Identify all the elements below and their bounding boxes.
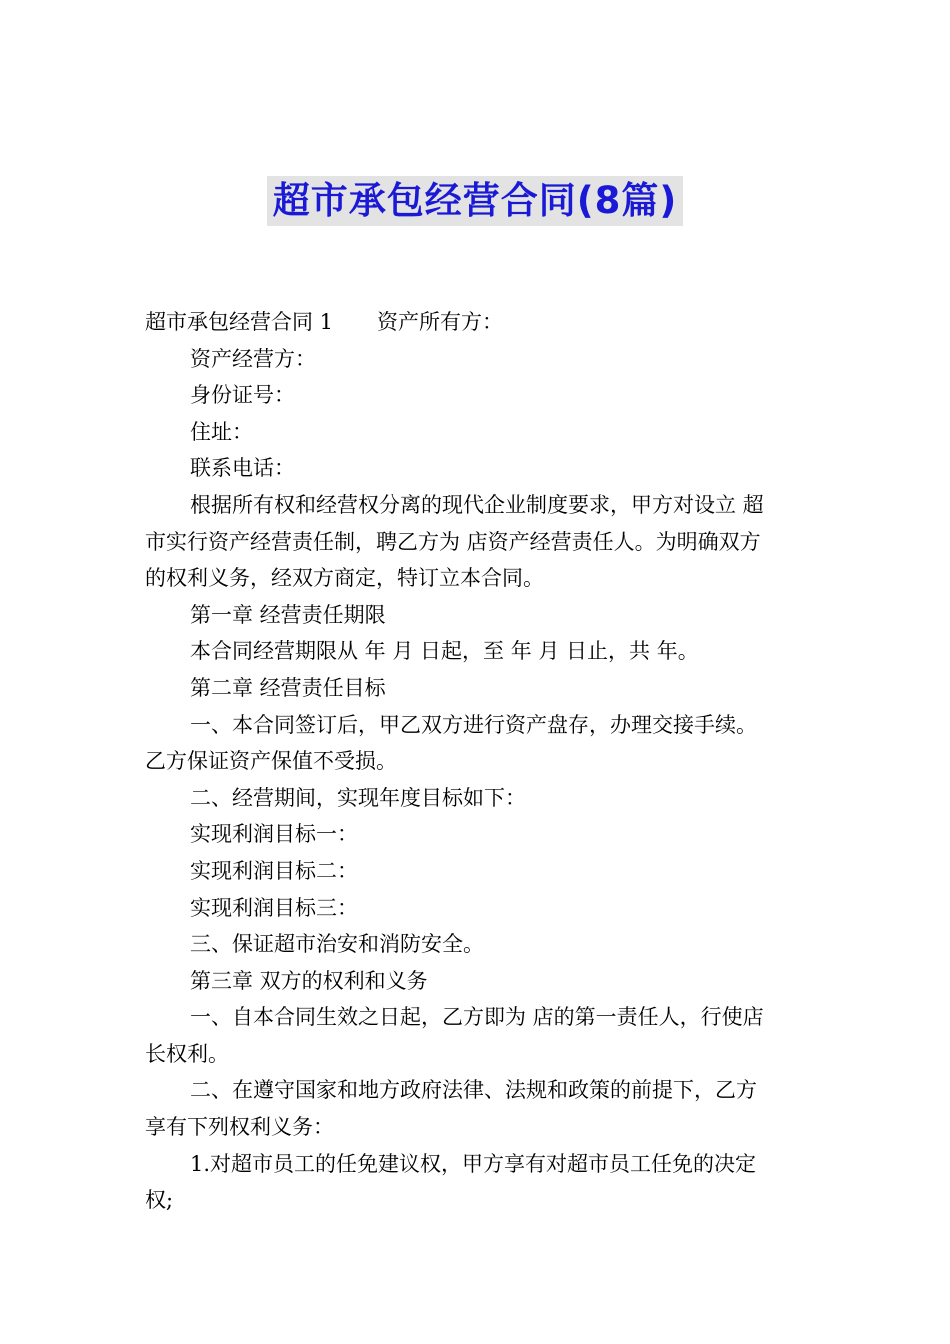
line-text: 本合同经营期限从 年 月 日起，至 年 月 日止，共 年。 [190,639,699,664]
paragraph-line [145,450,810,487]
document-body [145,304,810,1219]
paragraph-line [145,853,810,890]
paragraph-line [145,524,810,561]
line-text: 实现利润目标三： [190,895,358,920]
paragraph-line [145,1072,810,1109]
line-text: 联系电话： [190,456,295,481]
paragraph-line [145,890,810,927]
line-text: 根据所有权和经营权分离的现代企业制度要求，甲方对设立 超 [190,492,764,517]
paragraph-line [145,707,810,744]
paragraph-line [145,597,810,634]
line-text: 超市承包经营合同 1 [145,310,334,334]
line-text: 长权利。 [145,1041,229,1066]
paragraph-line [145,926,810,963]
paragraph-line [145,341,810,378]
paragraph-line [145,816,810,853]
line-text: 市实行资产经营责任制，聘乙方为 店资产经营责任人。为明确双方 [145,529,761,554]
line-text: 第二章 经营责任目标 [190,675,386,700]
paragraph-line [145,377,810,414]
paragraph-line [145,780,810,817]
paragraph-line [145,304,810,341]
line-text: 1.对超市员工的任免建议权，甲方享有对超市员工任免的决定 [190,1151,757,1176]
paragraph-line [145,633,810,670]
line-text: 住址： [190,419,253,444]
line-text: 二、在遵守国家和地方政府法律、法规和政策的前提下，乙方 [190,1078,757,1103]
line-text: 的权利义务，经双方商定，特订立本合同。 [145,566,544,591]
line-text: 第一章 经营责任期限 [190,602,386,627]
paragraph-line [145,743,810,780]
paragraph-line [145,560,810,597]
line-text: 身份证号： [190,383,295,408]
paragraph-line [145,670,810,707]
line-text: 资产经营方： [190,346,316,371]
line-text: 一、本合同签订后，甲乙双方进行资产盘存，办理交接手续。 [190,712,757,737]
paragraph-line [145,1182,810,1219]
line-text: 二、经营期间，实现年度目标如下： [190,785,526,810]
title-container [0,176,950,226]
paragraph-line [145,414,810,451]
paragraph-line [145,487,810,524]
line-text: 乙方保证资产保值不受损。 [145,749,397,774]
line-text-secondary: 资产所有方： [377,310,504,334]
line-text: 一、自本合同生效之日起，乙方即为 店的第一责任人，行使店 [190,1005,764,1030]
line-text: 三、保证超市治安和消防安全。 [190,932,484,957]
line-text: 权; [145,1188,174,1213]
line-text: 实现利润目标一： [190,822,358,847]
line-text: 实现利润目标二： [190,858,358,883]
paragraph-line [145,1036,810,1073]
paragraph-line [145,1109,810,1146]
paragraph-line [145,963,810,1000]
document-title: 超市承包经营合同(8篇) [267,176,684,226]
paragraph-line [145,999,810,1036]
line-text: 第三章 双方的权利和义务 [190,968,428,993]
line-text: 享有下列权利义务： [145,1115,334,1140]
paragraph-line [145,1146,810,1183]
